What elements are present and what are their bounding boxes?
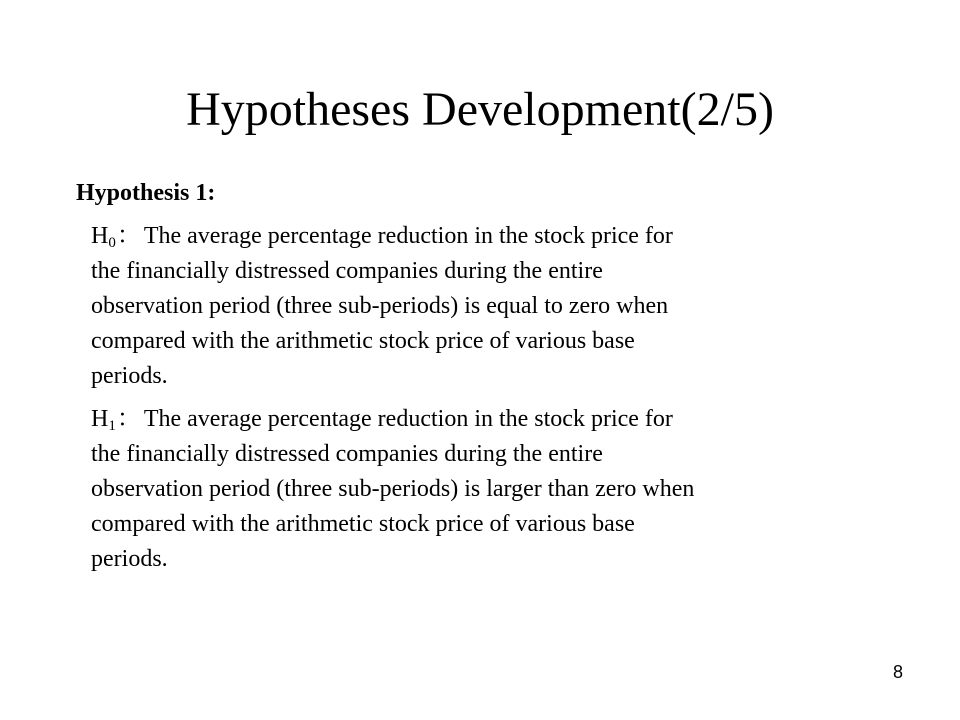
hypothesis-line: $H_1$： The average percentage reduction in the stock price for: [93, 402, 926, 437]
slide-title: Hypotheses Development(2/5): [186, 83, 774, 136]
hypothesis-line: compared with the arithmetic stock price of various base: [91, 511, 635, 537]
slide-body: [76, 176, 926, 577]
hypothesis-separator: ：: [116, 223, 141, 249]
hypothesis-line: observation period (three sub-periods) is equal to zero when: [91, 293, 669, 319]
hypothesis-line: the financially distressed companies during the entire: [91, 441, 603, 467]
null-hypothesis: [76, 219, 926, 394]
page-number: 8: [892, 662, 903, 682]
hypothesis-line: periods.: [91, 363, 168, 389]
hypothesis-symbol: $H_0$: [91, 223, 116, 251]
hypothesis-subscript: 0: [108, 235, 116, 251]
hypothesis-label: Hypothesis 1:: [76, 180, 216, 206]
hypothesis-symbol: $H_1$: [91, 406, 116, 434]
hypothesis-line: the financially distressed companies during the entire: [91, 258, 603, 284]
hypothesis-line: compared with the arithmetic stock price of various base: [91, 328, 635, 354]
hypothesis-line: periods.: [91, 546, 168, 572]
hypothesis-subscript: 1: [108, 418, 116, 434]
hypothesis-line: $H_0$： The average percentage reduction in the stock price for: [93, 219, 926, 254]
hypothesis-separator: ：: [116, 406, 141, 432]
hypothesis-line: observation period (three sub-periods) is larger than zero when: [91, 476, 695, 502]
alternative-hypothesis: [76, 402, 926, 577]
